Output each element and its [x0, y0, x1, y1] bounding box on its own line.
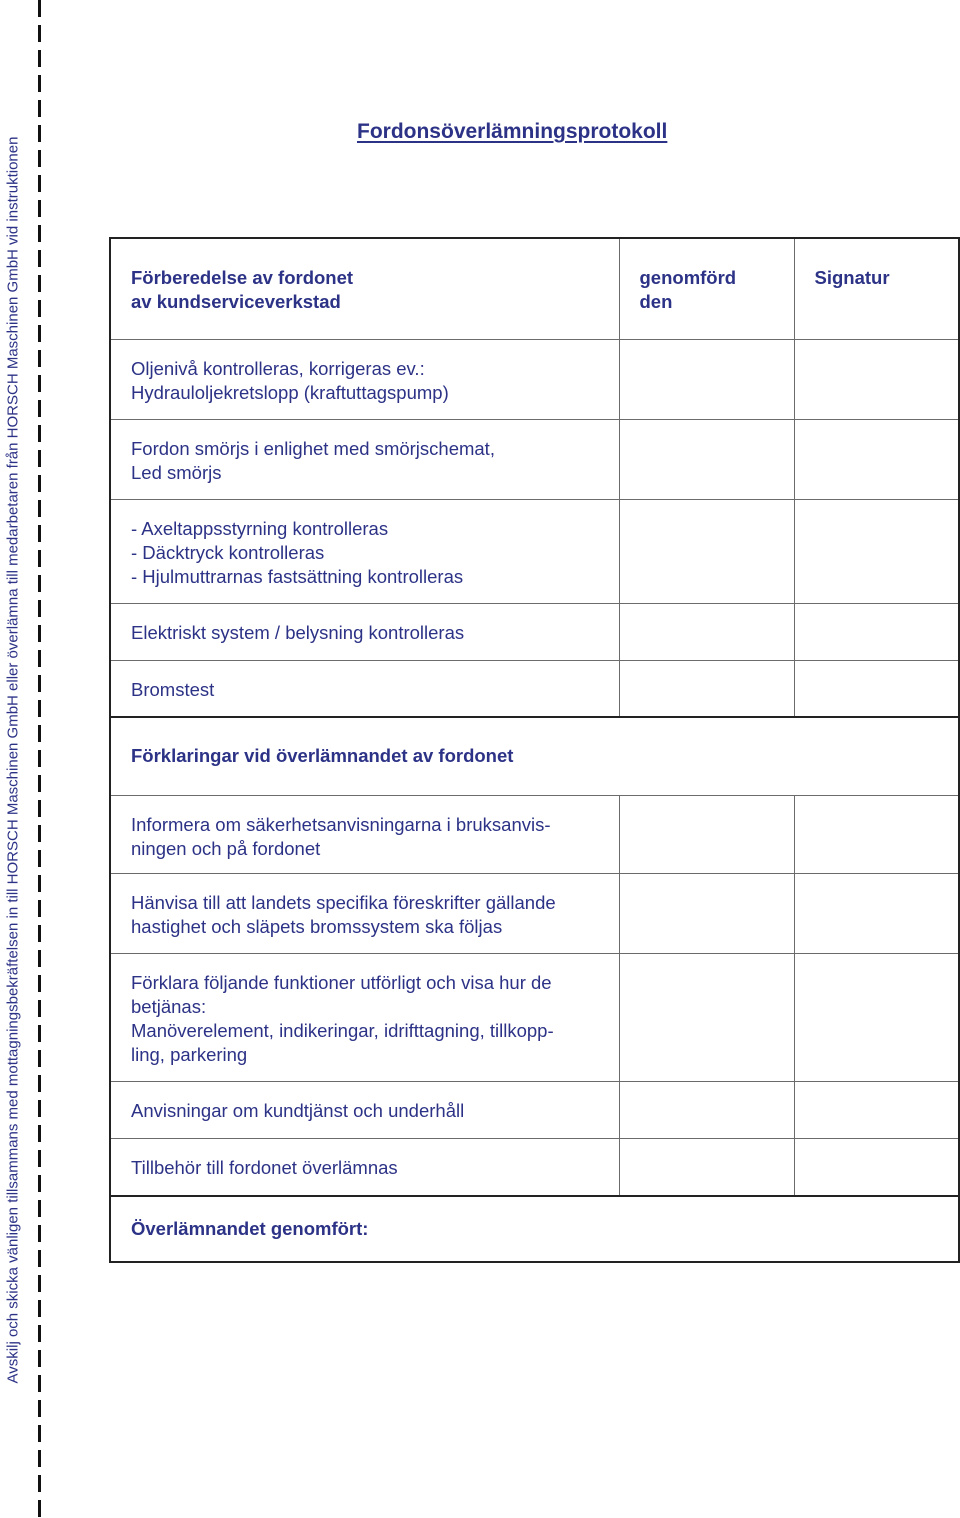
date-cell[interactable]: [619, 1138, 794, 1196]
side-instruction-text: Avskilj och skicka vänligen tillsammans med mottagningsbekräftelsen in till HORSCH Maschinen GmbH eller överlämna till medarbetaren från HORSCH Maschinen GmbH vid instruktionen: [4, 136, 22, 1384]
table-row: [110, 1081, 959, 1138]
task-cell: [110, 873, 619, 953]
table-row: [110, 419, 959, 499]
date-cell[interactable]: [619, 419, 794, 499]
signature-cell[interactable]: [794, 499, 959, 603]
date-cell[interactable]: [619, 660, 794, 717]
header-done-cell: [619, 238, 794, 339]
handover-protocol-table: [109, 237, 960, 1263]
signature-cell[interactable]: [794, 660, 959, 717]
date-cell[interactable]: [619, 953, 794, 1081]
date-cell[interactable]: [619, 499, 794, 603]
task-text: Hänvisa till att landets specifika föreskrifter gällande hastighet och släpets bromssystem ska följas: [131, 891, 556, 937]
header-done-label: genomförd den: [639, 267, 737, 312]
task-cell: [110, 603, 619, 660]
table-row: [110, 1138, 959, 1196]
signature-cell[interactable]: [794, 603, 959, 660]
header-signature-cell: [794, 238, 959, 339]
explanations-header: Förklaringar vid överlämnandet av fordonet: [131, 745, 514, 766]
signature-cell[interactable]: [794, 339, 959, 419]
table-row: [110, 660, 959, 717]
table-header-row: [110, 238, 959, 339]
explanations-header-cell: [110, 717, 959, 795]
task-text: - Axeltappsstyrning kontrolleras - Däcktryck kontrolleras - Hjulmuttrarnas fastsättning kontrolleras: [131, 517, 464, 587]
page-title: Fordonsöverlämningsprotokoll: [357, 120, 668, 143]
task-cell: [110, 953, 619, 1081]
task-cell: [110, 499, 619, 603]
completed-row: [110, 1196, 959, 1262]
header-signature-label: Signatur: [814, 267, 890, 288]
signature-cell[interactable]: [794, 1138, 959, 1196]
signature-cell[interactable]: [794, 1081, 959, 1138]
task-text: Oljenivå kontrolleras, korrigeras ev.: Hydrauloljekretslopp (kraftuttagspump): [131, 357, 449, 403]
task-text: Förklara följande funktioner utförligt och visa hur de betjänas: Manöverelement, indikeringar, idrifttagning, tillkopp- ling, parkering: [131, 971, 554, 1065]
task-text: Tillbehör till fordonet överlämnas: [131, 1156, 398, 1178]
task-text: Elektriskt system / belysning kontrolleras: [131, 621, 465, 643]
date-cell[interactable]: [619, 795, 794, 873]
date-cell[interactable]: [619, 603, 794, 660]
task-cell: [110, 795, 619, 873]
table-row: [110, 953, 959, 1081]
date-cell[interactable]: [619, 339, 794, 419]
task-text: Bromstest: [131, 678, 215, 700]
task-cell: [110, 1081, 619, 1138]
date-cell[interactable]: [619, 1081, 794, 1138]
header-task-cell: [110, 238, 619, 339]
cut-line: [38, 0, 41, 1518]
table-row: [110, 873, 959, 953]
table-row: [110, 603, 959, 660]
completed-label: Överlämnandet genomfört:: [131, 1218, 369, 1239]
signature-cell[interactable]: [794, 419, 959, 499]
signature-cell[interactable]: [794, 873, 959, 953]
task-cell: [110, 419, 619, 499]
date-cell[interactable]: [619, 873, 794, 953]
task-text: Informera om säkerhetsanvisningarna i bruksanvis- ningen och på fordonet: [131, 813, 551, 859]
completed-cell[interactable]: [110, 1196, 959, 1262]
task-cell: [110, 339, 619, 419]
section-header-row: [110, 717, 959, 795]
table-row: [110, 339, 959, 419]
task-text: Anvisningar om kundtjänst och underhåll: [131, 1099, 465, 1121]
table-row: [110, 795, 959, 873]
signature-cell[interactable]: [794, 795, 959, 873]
table-row: [110, 499, 959, 603]
task-cell: [110, 660, 619, 717]
task-cell: [110, 1138, 619, 1196]
header-task-label: Förberedelse av fordonet av kundserviceverkstad: [131, 267, 354, 312]
signature-cell[interactable]: [794, 953, 959, 1081]
task-text: Fordon smörjs i enlighet med smörjschemat, Led smörjs: [131, 437, 495, 483]
